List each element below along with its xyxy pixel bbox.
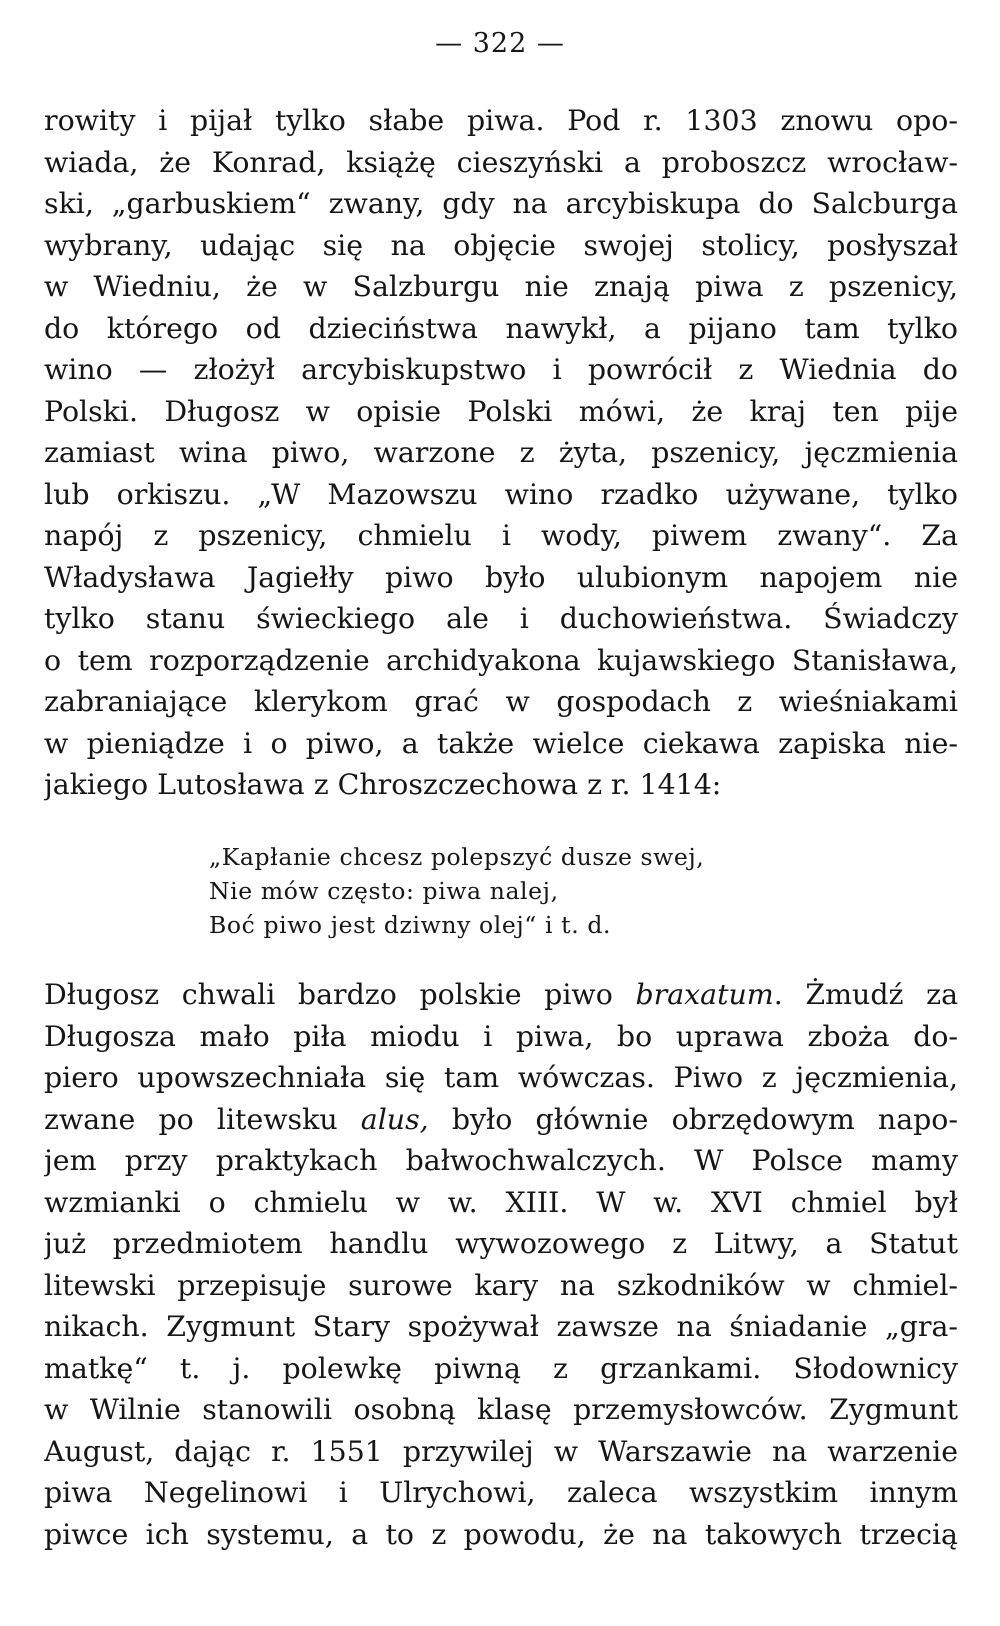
text-line: Władysława Jagiełły piwo było ulubionym napojem nie [44, 560, 958, 594]
text-line: piwce ich systemu, a to z powodu, że na takowych trzecią [44, 1517, 958, 1551]
verse-line: Boć piwo jest dziwny olej“ i t. d. [209, 911, 612, 939]
text-run: zwane po litewsku [44, 1102, 361, 1136]
text-line: August, dając r. 1551 przywilej w Warszawie na warzenie [44, 1434, 958, 1468]
text-line: zabraniające klerykom grać w gospodach z wieśniakami [44, 685, 958, 718]
text-line: nikach. Zygmunt Stary spożywał zawsze na śniadanie „gra- [44, 1310, 958, 1343]
text-line: Długosza mało piła miodu i piwa, bo uprawa zboża do- [44, 1019, 958, 1053]
text-line: jem przy praktykach bałwochwalczych. W Polsce mamy [44, 1144, 958, 1177]
text-line: wino — złożył arcybiskupstwo i powrócił z Wiednia do [44, 353, 958, 386]
text-line: w Wiedniu, że w Salzburgu nie znają piwa z pszenicy, [44, 270, 958, 303]
text-line: wybrany, udając się na objęcie swojej stolicy, posłyszał [44, 228, 958, 262]
text-line: litewski przepisuje surowe kary na szkodników w chmiel- [44, 1268, 958, 1302]
text-line: ski, „garbuskiem“ zwany, gdy na arcybiskupa do Salcburga [44, 187, 958, 220]
text-line [44, 974, 958, 1016]
verse-line: „Kapłanie chcesz polepszyć dusze swej, [209, 843, 705, 871]
text-line: Polski. Długosz w opisie Polski mówi, że kraj ten pije [44, 394, 958, 428]
text-line: wzmianki o chmielu w w. XIII. W w. XVI chmiel był [44, 1185, 958, 1219]
text-line: jakiego Lutosława z Chroszczechowa z r. 1414: [44, 768, 722, 801]
text-line: piwa Negelinowi i Ulrychowi, zaleca wszystkim innym [44, 1476, 958, 1509]
text-run: było głównie obrzędowym napo- [428, 1102, 958, 1136]
paragraph-1 [44, 100, 958, 806]
text-line: w pieniądze i o piwo, a także wielce ciekawa zapiska nie- [44, 726, 958, 760]
text-line: już przedmiotem handlu wywozowego z Litwy, a Statut [44, 1227, 958, 1260]
text-line: zamiast wina piwo, warzone z żyta, pszenicy, jęczmienia [44, 436, 958, 469]
text-line: wiada, że Konrad, książę cieszyński a proboszcz wrocław- [44, 145, 958, 179]
text-line: o tem rozporządzenie archidyakona kujawskiego Stanisława, [44, 643, 958, 677]
text-line: rowity i pijał tylko słabe piwa. Pod r. 1303 znowu opo- [44, 104, 958, 137]
italic-term: alus, [360, 1102, 429, 1136]
text-line [44, 1099, 958, 1141]
text-line: tylko stanu świeckiego ale i duchowieństwa. Świadczy [44, 602, 958, 635]
text-line: do którego od dzieciństwa nawykł, a pijano tam tylko [44, 311, 958, 345]
verse-quotation [209, 840, 769, 942]
text-run: . Żmudź za [773, 978, 958, 1011]
text-line: matkę“ t. j. polewkę piwną z grzankami. Słodownicy [44, 1351, 958, 1385]
text-line: piero upowszechniała się tam wówczas. Piwo z jęczmienia, [44, 1061, 958, 1094]
text-line: w Wilnie stanowili osobną klasę przemysłowców. Zygmunt [44, 1393, 958, 1426]
verse-line: Nie mów często: piwa nalej, [209, 877, 559, 905]
text-line: lub orkiszu. „W Mazowszu wino rzadko używane, tylko [44, 477, 958, 511]
text-run: Długosz chwali bardzo polskie piwo [44, 978, 636, 1011]
paragraph-2 [44, 974, 958, 1555]
italic-term: braxatum [635, 978, 774, 1011]
text-line: napój z pszenicy, chmielu i wody, piwem zwany“. Za [44, 519, 958, 552]
page-number: — 322 — [435, 28, 565, 59]
